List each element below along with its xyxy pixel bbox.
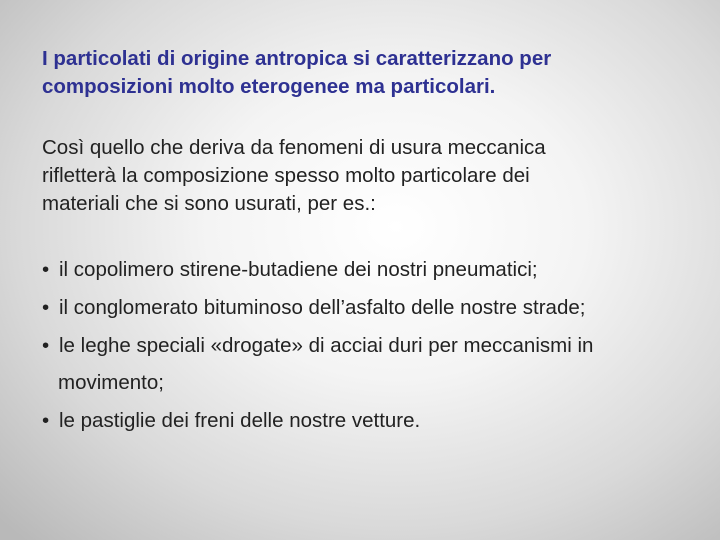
bullet-text: il conglomerato bituminoso dell’asfalto delle nostre strade;: [59, 296, 586, 319]
bullet-item: [42, 404, 702, 437]
heading-line: composizioni molto eterogenee ma particolari.: [42, 75, 496, 98]
bullet-dot-icon: •: [42, 409, 50, 432]
heading-line: I particolati di origine antropica si caratterizzano per: [42, 47, 552, 70]
bullet-text: il copolimero stirene-butadiene dei nostri pneumatici;: [59, 258, 538, 281]
bullet-item: [42, 253, 702, 286]
bullet-text-continuation: movimento;: [58, 371, 164, 394]
bullet-text: le pastiglie dei freni delle nostre vetture.: [59, 409, 421, 432]
bullet-item: [42, 329, 702, 399]
intro-line: materiali che si sono usurati, per es.:: [42, 192, 376, 215]
bullet-item: [42, 291, 702, 324]
intro-line: rifletterà la composizione spesso molto particolare dei: [42, 164, 530, 187]
intro-paragraph: [42, 134, 702, 218]
bullet-text: le leghe speciali «drogate» di acciai duri per meccanismi in: [59, 334, 594, 357]
bullet-dot-icon: •: [42, 258, 50, 281]
bullet-list: [42, 253, 702, 442]
slide-heading: [42, 45, 692, 101]
bullet-dot-icon: •: [42, 334, 50, 357]
bullet-dot-icon: •: [42, 296, 50, 319]
intro-line: Così quello che deriva da fenomeni di usura meccanica: [42, 136, 546, 159]
